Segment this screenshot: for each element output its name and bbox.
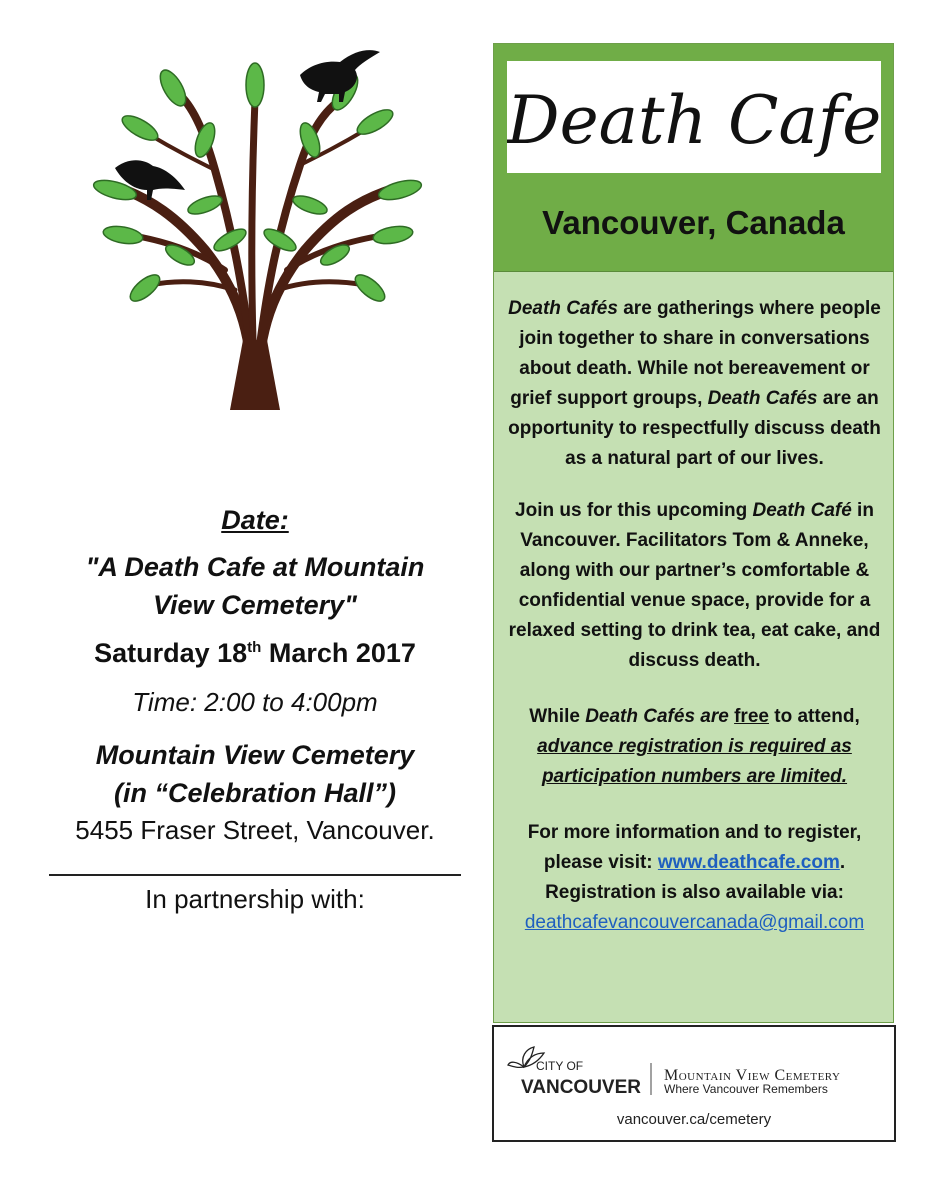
event-details [40, 505, 470, 915]
partner-logo-box [492, 1025, 896, 1142]
paragraph-contact [502, 818, 887, 938]
contact-period: . [839, 852, 846, 873]
advance-registration-notice: advance registration is required as participation numbers are limited. [537, 736, 852, 787]
free-text: free [734, 706, 769, 727]
venue-address: 5455 Fraser Street, Vancouver. [75, 815, 435, 845]
venue-line2: (in “Celebration Hall”) [113, 778, 397, 808]
tree-with-birds-illustration [55, 40, 455, 420]
em-death-cafe: Death Café [752, 500, 852, 521]
venue-name [40, 736, 470, 812]
cemetery-tagline: Where Vancouver Remembers [664, 1082, 828, 1096]
paragraph-registration [502, 702, 887, 792]
death-cafe-logo-art [507, 61, 881, 173]
location-subtitle: Vancouver, Canada [542, 204, 845, 241]
em-death-cafes-2: Death Cafés [707, 388, 818, 409]
paragraph-join [502, 496, 887, 676]
divider-line [49, 874, 461, 876]
cemetery-url[interactable]: vancouver.ca/cemetery [616, 1111, 772, 1128]
event-date-suffix: th [247, 639, 262, 656]
deathcafe-website-link[interactable]: www.deathcafe.com [657, 852, 840, 873]
em-death-cafes: Death Cafés [508, 298, 618, 319]
event-time: Time: 2:00 to 4:00pm [132, 687, 378, 717]
partnership-label: In partnership with: [145, 884, 365, 914]
contact-text-3: Registration is also available via: [545, 882, 844, 903]
join-text-2: in Vancouver. Facilitators Tom & Anneke, along with our partner’s comfortable & confidential venue space, provide for a relaxed setting to drink tea, eat cake, and discuss death. [508, 500, 881, 671]
contact-text-1: For more information and to register, please visit: [527, 822, 862, 873]
panel-body [502, 294, 887, 960]
event-title [40, 548, 470, 624]
event-date [40, 638, 470, 669]
event-date-rest: March 2017 [261, 638, 416, 668]
info-panel [493, 43, 894, 1023]
paragraph-intro [502, 294, 887, 474]
event-title-line1: "A Death Cafe at Mountain [85, 552, 425, 582]
panel-header [494, 44, 893, 272]
date-heading: Date: [221, 505, 289, 535]
intro-text-2: are an opportunity to respectfully discuss death as a natural part of our lives. [508, 388, 881, 469]
intro-text-1: are gatherings where people join together to share in conversations about death. While not bereavement or grief support groups, [510, 298, 881, 409]
venue-line1: Mountain View Cemetery [95, 740, 415, 770]
join-text-1: Join us for this upcoming [515, 500, 753, 521]
cemetery-name-text: Mountain View Cemetery [664, 1067, 841, 1084]
death-cafe-logo [507, 61, 881, 173]
event-date-day: Saturday 18 [94, 638, 248, 668]
city-of-text: CITY OF [536, 1059, 584, 1073]
em-death-cafes-are: Death Cafés are [585, 706, 735, 727]
email-link[interactable]: deathcafevancouvercanada@gmail.com [524, 912, 865, 933]
city-of-vancouver-logo [506, 1037, 886, 1097]
logo-text: Death Cafe [507, 82, 881, 159]
reg-text-1: While [529, 706, 586, 727]
reg-text-2: to attend, [768, 706, 860, 727]
vancouver-text: VANCOUVER [521, 1077, 641, 1097]
event-title-line2: View Cemetery" [153, 590, 357, 620]
